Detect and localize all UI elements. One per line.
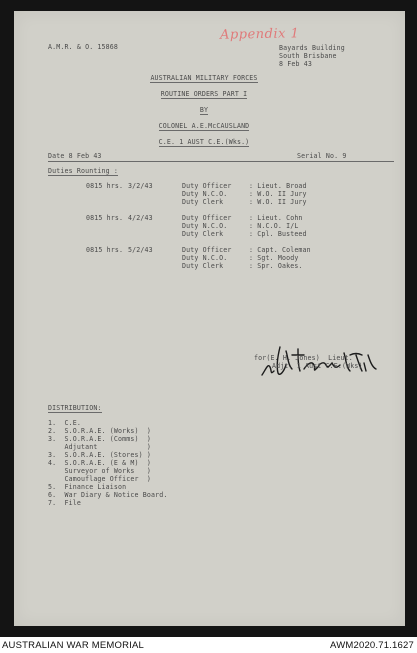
- address-line-3: 8 Feb 43: [279, 60, 312, 68]
- reference-number: A.M.R. & O. 15868: [48, 43, 119, 51]
- footer-accession-number: AWM2020.71.1627: [330, 640, 414, 651]
- distribution-item: 3. S.O.R.A.E. (Comms) ): [48, 435, 151, 443]
- address-line-2: South Brisbane: [279, 52, 337, 60]
- duty-1-role-3: Duty Clerk: [182, 198, 224, 206]
- distribution-item: 1. C.E.: [48, 419, 81, 427]
- duty-3-role-1: Duty Officer: [182, 246, 232, 254]
- duty-3-date: 5/2/43: [128, 246, 153, 254]
- duty-2-time: 0815 hrs.: [86, 214, 124, 222]
- signature-line-2: Adjt. 1 Aust C.E.(Wks): [272, 362, 363, 370]
- title-line-4: COLONEL A.E.McCAUSLAND: [158, 122, 250, 130]
- title-line-2: ROUTINE ORDERS PART I: [160, 90, 248, 98]
- duty-1-date: 3/2/43: [128, 182, 153, 190]
- duty-2-date: 4/2/43: [128, 214, 153, 222]
- title-line-3: BY: [199, 106, 209, 114]
- duty-2-role-2: Duty N.C.O.: [182, 222, 228, 230]
- document-page: [14, 11, 405, 626]
- duty-1-name-2: : W.O. II Jury: [249, 190, 307, 198]
- distribution-item: 6. War Diary & Notice Board.: [48, 491, 168, 499]
- duties-heading: Duties Rounting :: [48, 167, 119, 175]
- duty-1-name-1: : Lieut. Broad: [249, 182, 307, 190]
- duty-3-time: 0815 hrs.: [86, 246, 124, 254]
- signature-line-1: for(E. H. Jones) Lieut.: [254, 354, 353, 362]
- distribution-item: 2. S.O.R.A.E. (Works) ): [48, 427, 151, 435]
- distribution-item: Surveyor of Works ): [48, 467, 151, 475]
- duty-2-name-1: : Lieut. Cohn: [249, 214, 303, 222]
- duty-1-role-1: Duty Officer: [182, 182, 232, 190]
- duty-2-role-1: Duty Officer: [182, 214, 232, 222]
- title-line-1: AUSTRALIAN MILITARY FORCES: [150, 74, 258, 82]
- distribution-heading: DISTRIBUTION:: [48, 404, 102, 412]
- distribution-item: Camouflage Officer ): [48, 475, 151, 483]
- title-line-5: C.E. 1 AUST C.E.(Wks.): [158, 138, 250, 146]
- duty-2-name-2: : N.C.O. I/L: [249, 222, 299, 230]
- distribution-item: 4. S.O.R.A.E. (E & M) ): [48, 459, 151, 467]
- duty-3-role-2: Duty N.C.O.: [182, 254, 228, 262]
- footer-institution: AUSTRALIAN WAR MEMORIAL: [2, 640, 145, 651]
- distribution-item: Adjutant ): [48, 443, 151, 451]
- distribution-item: 5. Finance Liaison: [48, 483, 127, 491]
- duty-3-role-3: Duty Clerk: [182, 262, 224, 270]
- duty-2-role-3: Duty Clerk: [182, 230, 224, 238]
- appendix-annotation: Appendix 1: [219, 26, 300, 43]
- address-line-1: Bayards Building: [279, 44, 345, 52]
- duty-3-name-2: : Sgt. Moody: [249, 254, 299, 262]
- order-date: Date 8 Feb 43: [48, 152, 102, 160]
- duty-1-time: 0815 hrs.: [86, 182, 124, 190]
- duty-1-name-3: : W.O. II Jury: [249, 198, 307, 206]
- distribution-item: 3. S.O.R.A.E. (Stores) ): [48, 451, 151, 459]
- duty-1-role-2: Duty N.C.O.: [182, 190, 228, 198]
- divider: [48, 161, 394, 162]
- distribution-item: 7. File: [48, 499, 81, 507]
- duty-2-name-3: : Cpl. Busteed: [249, 230, 307, 238]
- duty-3-name-3: : Spr. Oakes.: [249, 262, 303, 270]
- duty-3-name-1: : Capt. Coleman: [249, 246, 311, 254]
- serial-number: Serial No. 9: [297, 152, 347, 160]
